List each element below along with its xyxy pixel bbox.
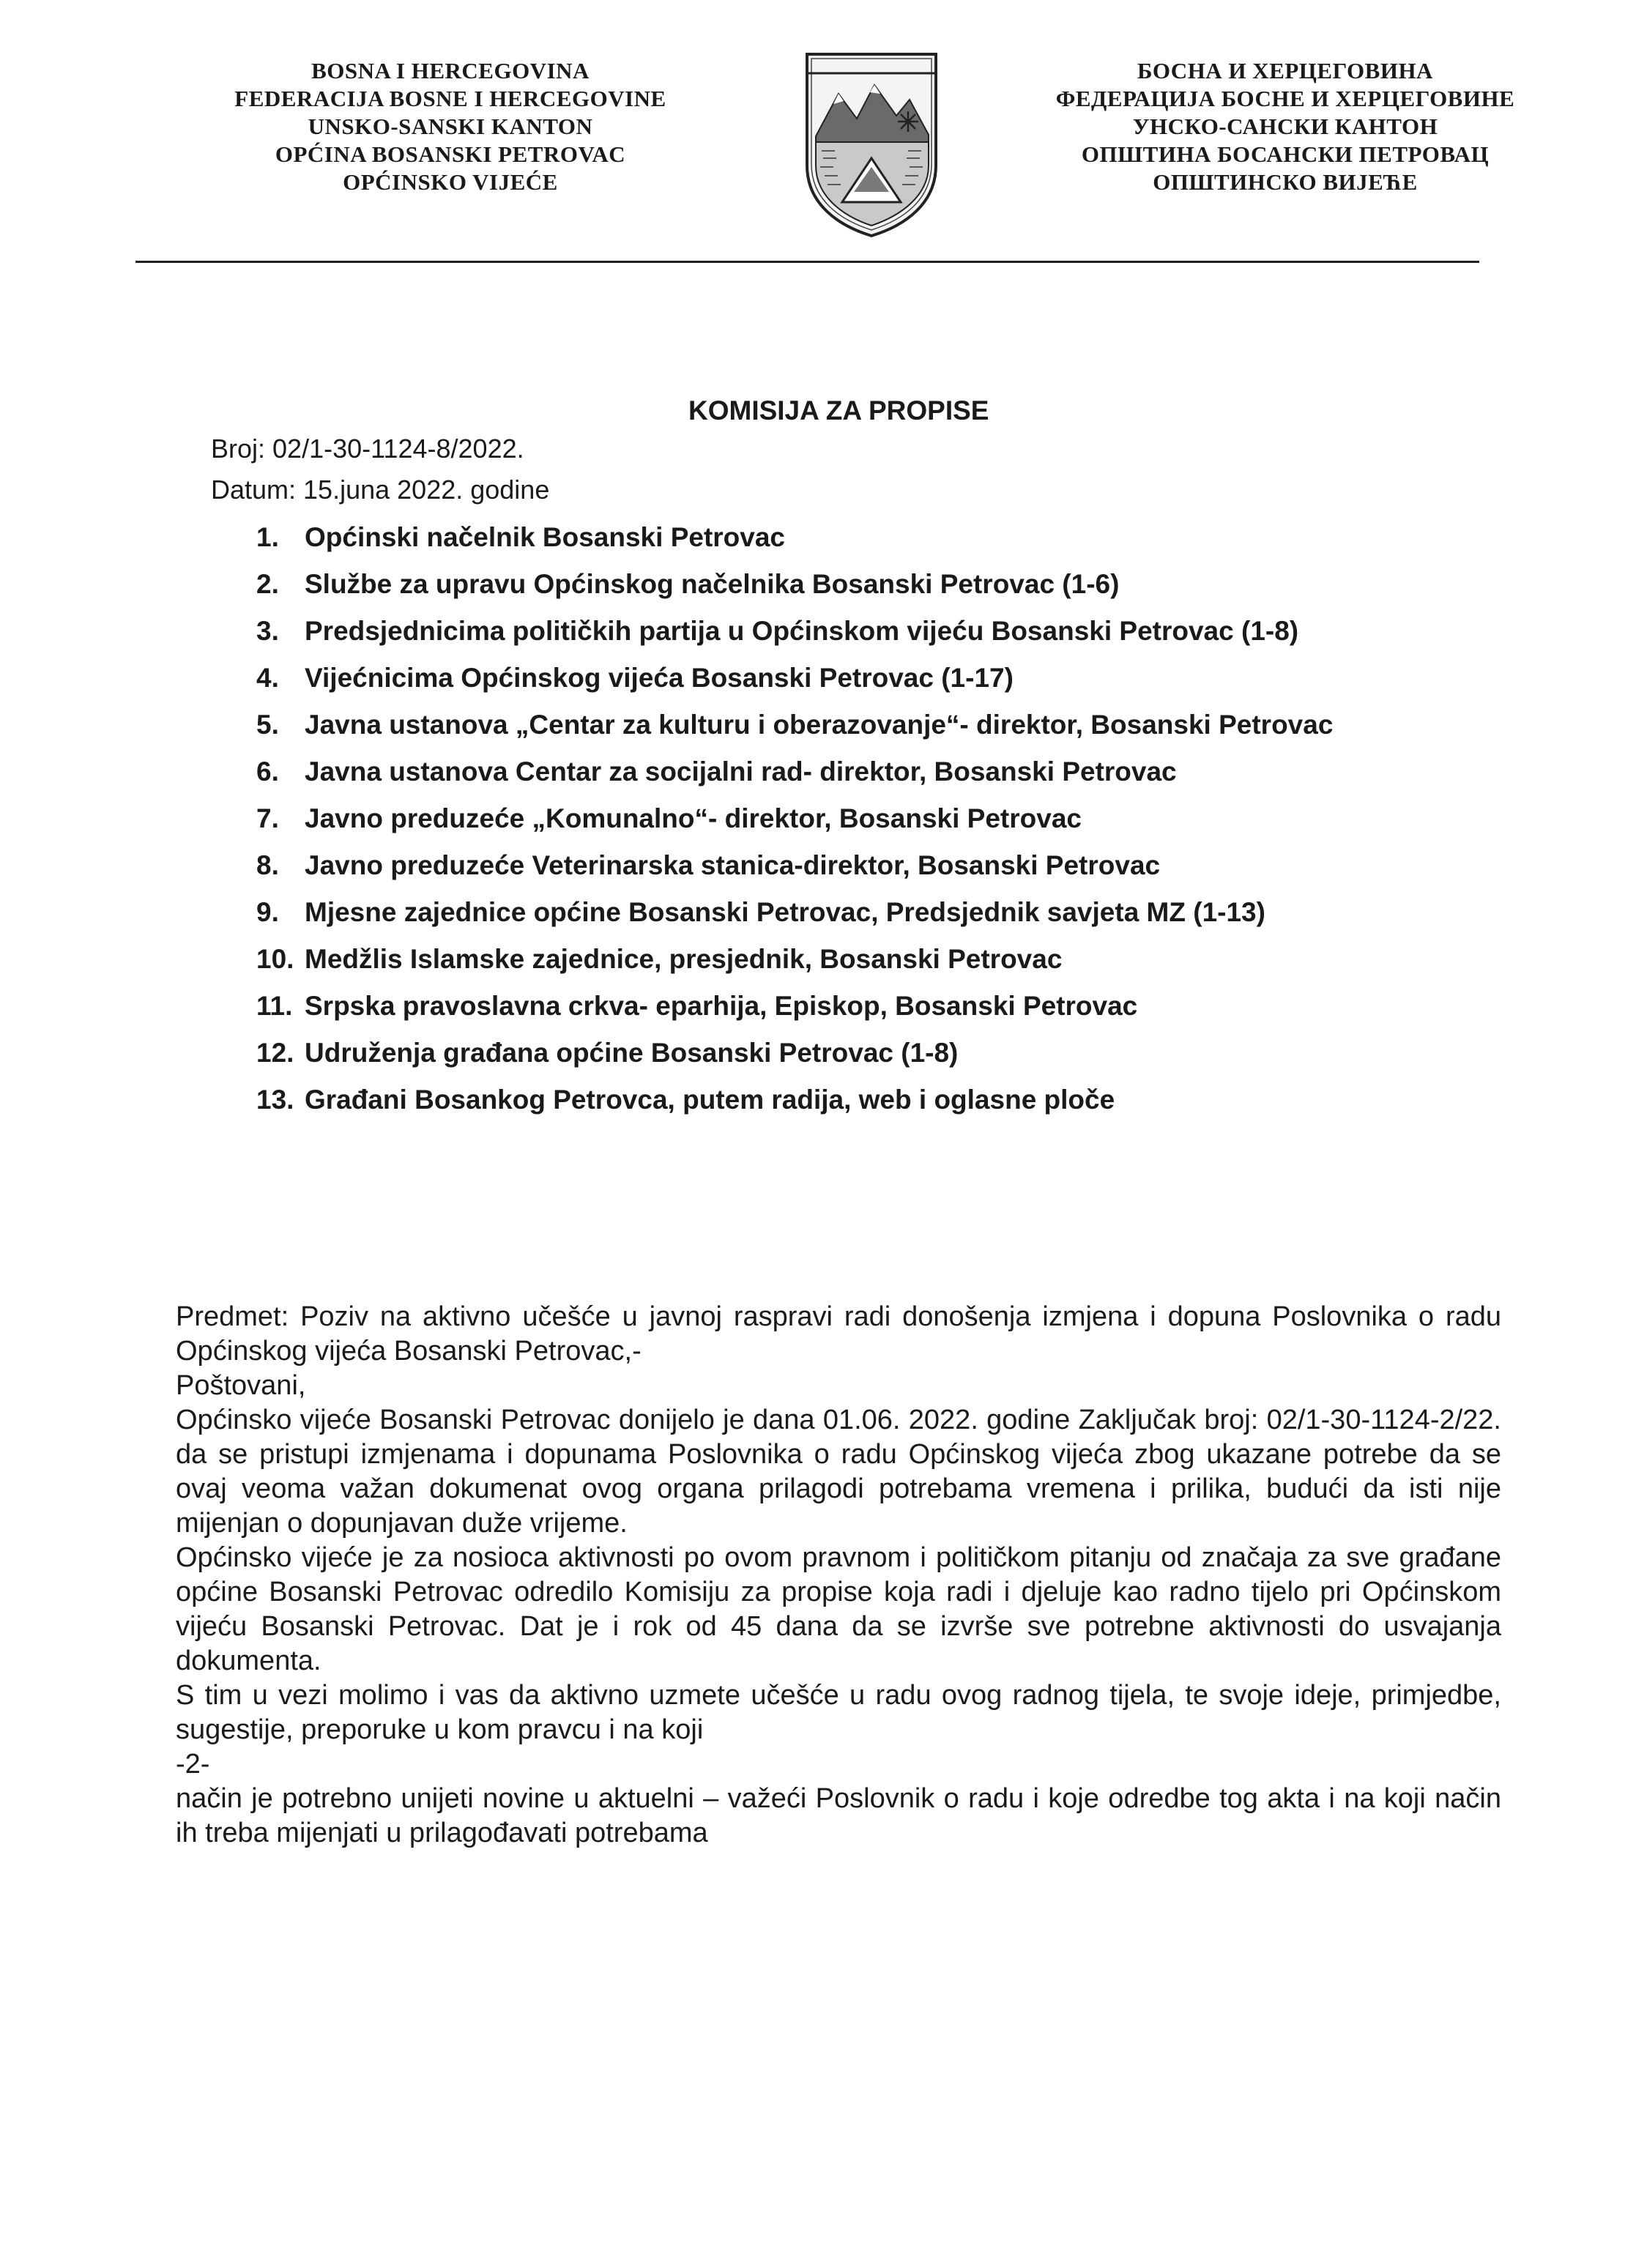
header-right-line: ОПШТИНСКО ВИЈЕЋЕ: [1153, 169, 1418, 195]
header-left-line: OPĆINA BOSANSKI PETROVAC: [275, 141, 626, 167]
list-item-number: 4.: [256, 663, 279, 693]
letter-paragraph: način je potrebno unijeti novine u aktuelni – važeći Poslovnik o radu i koje odredbe tog akta i na koji način ih treba mijenjati u prilagođavati potrebama: [176, 1783, 1501, 1848]
list-item: [256, 936, 1516, 983]
list-item-text: Javna ustanova Centar za socijalni rad- direktor, Bosanski Petrovac: [305, 756, 1177, 787]
list-item-text: Javno preduzeće Veterinarska stanica-direktor, Bosanski Petrovac: [305, 850, 1161, 880]
list-item-number: 5.: [256, 710, 279, 740]
letter-paragraph: Općinsko vijeće Bosanski Petrovac donijelo je dana 01.06. 2022. godine Zaključak broj: 02/1-30-1124-2/22. da se pristupi izmjenama i dopunama Poslovnika o radu Općinskog vijeća zbog ukazane potrebe da se ovaj veoma važan dokumenat ovog organa prilagodi potrebama vremena i prilika, budući da isti nije mijenjan o dopunjavan duže vrijeme.: [176, 1405, 1501, 1539]
header-right-line: УНСКО-САНСКИ КАНТОН: [1132, 114, 1438, 139]
list-item-text: Građani Bosankog Petrovca, putem radija, web i oglasne ploče: [305, 1085, 1115, 1115]
list-item: [256, 561, 1516, 608]
letter-subject: Predmet: Poziv na aktivno učešće u javnoj raspravi radi donošenja izmjena i dopuna Poslovnika o radu Općinskog vijeća Bosanski Petrovac,-: [176, 1301, 1501, 1367]
header-left-line: BOSNA I HERCEGOVINA: [311, 58, 590, 83]
list-item-text: Medžlis Islamske zajednice, presjednik, Bosanski Petrovac: [305, 944, 1063, 974]
commission-title: KOMISIJA ZA PROPISE: [688, 395, 989, 425]
list-item: [256, 1030, 1516, 1077]
recipient-list: [256, 514, 1516, 1123]
list-item-number: 9.: [256, 897, 279, 927]
list-item-number: 12.: [256, 1038, 294, 1068]
coat-of-arms-icon: [798, 48, 945, 239]
list-item: [256, 1077, 1516, 1123]
letter-paragraph: S tim u vezi molimo i vas da aktivno uzmete učešće u radu ovog radnog tijela, te svoje ideje, primjedbe, sugestije, preporuke u kom pravcu i na koji: [176, 1680, 1501, 1745]
header-left-line: FEDERACIJA BOSNE I HERCEGOVINE: [234, 86, 666, 111]
list-item-text: Općinski načelnik Bosanski Petrovac: [305, 522, 786, 552]
page-marker: -2-: [176, 1749, 210, 1780]
header-right-line: БОСНА И ХЕРЦЕГОВИНА: [1137, 58, 1433, 83]
header-right-block: [996, 57, 1574, 196]
reference-number: Broj: 02/1-30-1124-8/2022.: [211, 434, 524, 464]
list-item-number: 3.: [256, 616, 279, 646]
list-item: [256, 748, 1516, 795]
list-item: [256, 842, 1516, 889]
list-item: [256, 795, 1516, 842]
list-item: [256, 608, 1516, 655]
list-item: [256, 655, 1516, 702]
letter-salutation: Poštovani,: [176, 1370, 306, 1401]
letter-paragraph: Općinsko vijeće je za nosioca aktivnosti po ovom pravnom i političkom pitanju od značaja za sve građane općine Bosanski Petrovac odredilo Komisiju za propise koja radi i djeluje kao radno tijelo pri Općinskom vijeću Bosanski Petrovac. Dat je i rok od 45 dana da se izvrše sve potrebne aktivnosti do usvajanja dokumenta.: [176, 1542, 1501, 1676]
list-item: [256, 983, 1516, 1030]
list-item-number: 6.: [256, 756, 279, 787]
list-item-text: Službe za upravu Općinskog načelnika Bosanski Petrovac (1-6): [305, 569, 1120, 599]
header-left-line: OPĆINSKO VIJEĆE: [343, 169, 558, 195]
list-item-text: Javno preduzeće „Komunalno“- direktor, Bosanski Petrovac: [305, 803, 1082, 833]
list-item-number: 10.: [256, 944, 294, 974]
list-item-text: Javna ustanova „Centar za kulturu i oberazovanje“- direktor, Bosanski Petrovac: [305, 710, 1334, 740]
list-item-text: Mjesne zajednice općine Bosanski Petrovac, Predsjednik savjeta MZ (1-13): [305, 897, 1265, 927]
header-right-line: ФЕДЕРАЦИЈА БОСНЕ И ХЕРЦЕГОВИНЕ: [1055, 86, 1515, 111]
header-right-line: ОПШТИНА БОСАНСКИ ПЕТРОВАЦ: [1081, 141, 1490, 167]
list-item: [256, 702, 1516, 748]
list-item-number: 8.: [256, 850, 279, 880]
document-date: Datum: 15.juna 2022. godine: [211, 475, 550, 505]
list-item-number: 13.: [256, 1085, 294, 1115]
list-item-text: Srpska pravoslavna crkva- eparhija, Episkop, Bosanski Petrovac: [305, 991, 1138, 1021]
list-item-number: 1.: [256, 522, 279, 552]
list-item-text: Predsjednicima političkih partija u Općinskom vijeću Bosanski Petrovac (1-8): [305, 616, 1299, 646]
list-item-number: 7.: [256, 803, 279, 833]
municipal-crest: [798, 48, 945, 239]
header-divider: [135, 261, 1479, 263]
letter-body: [176, 1300, 1501, 1851]
list-item-text: Udruženja građana općine Bosanski Petrovac (1-8): [305, 1038, 959, 1068]
header-left-line: UNSKO-SANSKI KANTON: [308, 114, 593, 139]
list-item-number: 11.: [256, 991, 293, 1021]
list-item-text: Vijećnicima Općinskog vijeća Bosanski Petrovac (1-17): [305, 663, 1014, 693]
list-item-number: 2.: [256, 569, 279, 599]
header-left-block: [165, 57, 736, 196]
list-item: [256, 514, 1516, 561]
list-item: [256, 889, 1516, 936]
